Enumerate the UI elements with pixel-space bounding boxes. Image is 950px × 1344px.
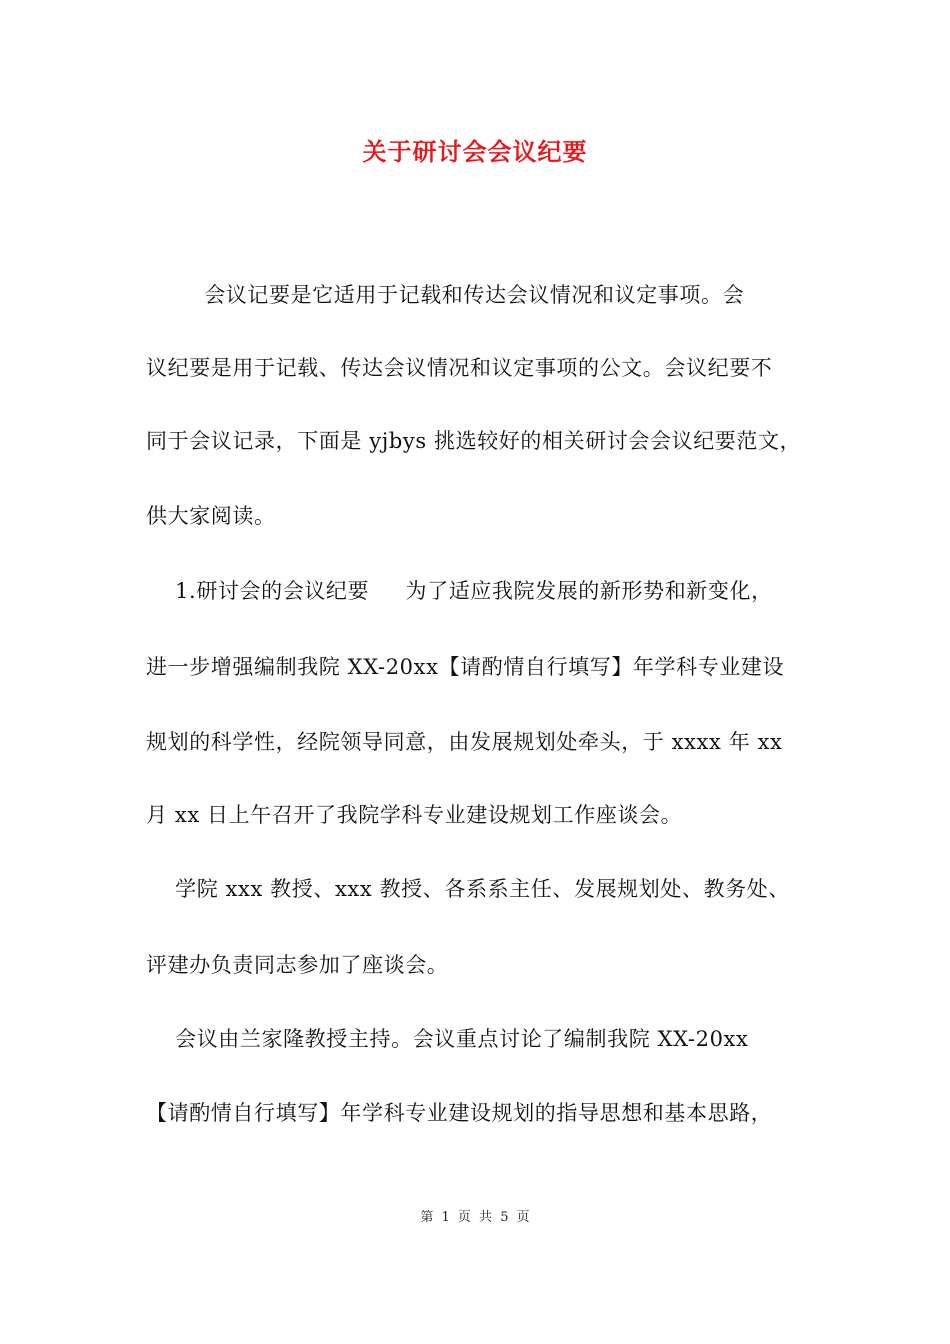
body-line: 1.研讨会的会议纪要 为了适应我院发展的新形势和新变化， [146,579,773,603]
document-title: 关于研讨会会议纪要 [362,138,588,166]
body-line: 规划的科学性，经院领导同意，由发展规划处牵头，于 xxxx 年 xx [146,730,783,754]
body-line: 议纪要是用于记载、传达会议情况和议定事项的公文。会议纪要不 [146,356,773,380]
body-line: 会议记要是它适用于记载和传达会议情况和议定事项。会 [146,283,745,307]
body-line: 【请酌情自行填写】年学科专业建设规划的指导思想和基本思路， [146,1101,773,1125]
body-line: 月 xx 日上午召开了我院学科专业建设规划工作座谈会。 [146,803,683,827]
body-line: 学院 xxx 教授、xxx 教授、各系系主任、发展规划处、教务处、 [146,877,790,901]
body-line: 同于会议记录，下面是 yjbys 挑选较好的相关研讨会会议纪要范文， [146,429,802,453]
page-number-footer: 第 1 页 共 5 页 [420,1210,530,1225]
body-line: 会议由兰家隆教授主持。会议重点讨论了编制我院 XX-20xx [146,1027,749,1051]
body-line: 进一步增强编制我院 XX-20xx【请酌情自行填写】年学科专业建设 [146,655,785,679]
body-line: 供大家阅读。 [146,504,276,528]
body-line: 评建办负责同志参加了座谈会。 [146,953,449,977]
